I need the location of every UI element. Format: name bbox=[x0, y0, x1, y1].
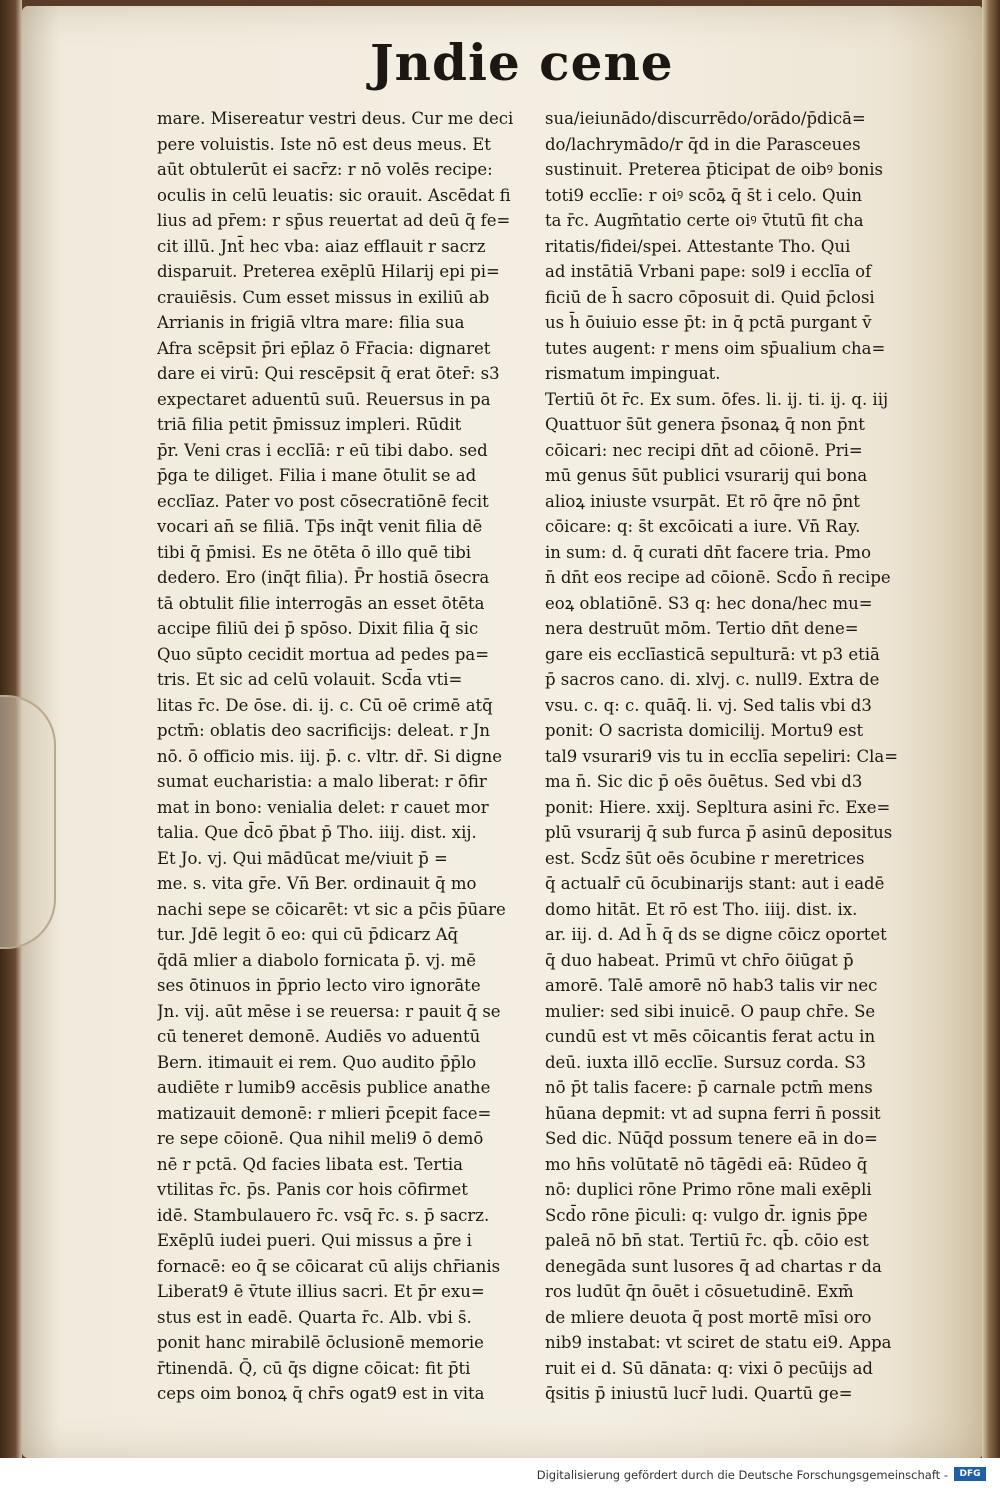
text-line: pere voluistis. Iste nō est deus meus. Et bbox=[157, 134, 491, 154]
text-line: p̄r. Veni cras i ecclīā: r eū tibi dabo. sed bbox=[157, 440, 488, 460]
text-line: paleā nō bn̄ stat. Tertiū r̄c. qb̄. cōio est bbox=[545, 1231, 869, 1250]
text-line: tal9 vsurari9 vis tu in ecclīa sepeliri: Cla= bbox=[545, 746, 899, 766]
text-line: ar. iij. d. Ad h̄ q̄ ds se digne cōicz oportet bbox=[545, 925, 887, 944]
text-line: cit illū. Jnt̄ hec vba: aiaz efflauit r sacrz bbox=[157, 236, 486, 256]
text-line: sumat eucharistia: a malo liberat: r ōfir bbox=[157, 772, 487, 791]
text-line: disparuit. Preterea exēplū Hilarij epi pi= bbox=[157, 262, 500, 281]
text-line: ponit: Hiere. xxij. Sepltura asini r̄c. Exe= bbox=[545, 797, 891, 817]
text-line: ponit hanc mirabilē ōclusionē memorie bbox=[157, 1333, 484, 1352]
text-line: Quattuor s̄ūt genera p̄sonaꝝ q̄ non p̄nt bbox=[545, 415, 865, 434]
text-line: crauiēsis. Cum esset missus in exiliū ab bbox=[157, 287, 490, 307]
text-line: p̄ga te diliget. Filia i mane ōtulit se ad bbox=[157, 466, 477, 485]
text-line: ecclīaz. Pater vo post cōsecratiōnē fecit bbox=[157, 491, 489, 511]
text-line: plū vsurarij q̄ sub furca p̄ asinū depositus bbox=[545, 823, 893, 842]
text-line: matizauit demonē: r mlieri p̄cepit face= bbox=[157, 1103, 492, 1123]
text-line: vocari an̄ se filiā. Tp̄s inq̄t venit filia dē bbox=[157, 517, 483, 536]
book-fore-edge bbox=[982, 0, 1000, 1458]
text-line: hūana depmit: vt ad supna ferri n̄ possit bbox=[545, 1103, 881, 1123]
text-line: est. Scd̄z s̄ūt oēs ōcubine r meretrices bbox=[545, 848, 865, 868]
text-line: eoꝝ oblatiōnē. S3 q: hec dona/hec mu= bbox=[545, 593, 873, 613]
text-line: nō: duplici rōne Primo rōne mali exēpli bbox=[545, 1180, 872, 1199]
text-line: do/lachrymādo/r q̄d in die Parasceues bbox=[545, 134, 861, 154]
text-line: Jn. vij. aūt mēse i se reuersa: r pauit q̄ se bbox=[157, 1001, 501, 1021]
text-line: tris. Et sic ad celū volauit. Scd̄a vti= bbox=[157, 670, 463, 689]
text-line: denegāda sunt lusores q̄ ad chartas r da bbox=[545, 1256, 882, 1276]
running-head: Jndie cene bbox=[370, 33, 674, 92]
text-line: cōicare: q: s̄t excōicati a iure. Vn̄ Ray. bbox=[545, 517, 861, 536]
text-line: Bern. itimauit ei rem. Quo audito p̄p̄lo bbox=[157, 1052, 477, 1072]
text-line: us h̄ ōuiuio esse p̄t: in q̄ pctā purgant v̄ bbox=[545, 313, 872, 332]
text-line: Scd̄o rōne p̄iculi: q: vulgo d̄r. ignis p̄pe bbox=[545, 1205, 868, 1225]
text-line: ta r̄c. Augm̄tatio certe oiꝰ v̄tutū fit cha bbox=[545, 211, 864, 230]
text-line: ruit ei d. Sū dānata: q: vixi ō pecūijs ad bbox=[545, 1358, 873, 1378]
left-text-column bbox=[157, 106, 539, 1403]
text-line: amorē. Talē amorē nō hab3 talis vir nec bbox=[545, 976, 878, 995]
text-line: me. s. vita gr̄e. Vn̄ Ber. ordinauit q̄ mo bbox=[157, 874, 477, 893]
text-line: tibi q̄ p̄misi. Es ne ōtēta ō illo quē tibi bbox=[157, 542, 472, 562]
text-line: idē. Stambulauero r̄c. vsq̄ r̄c. s. p̄ sacrz. bbox=[157, 1205, 490, 1225]
text-line: nō. ō officio mis. iij. p̄. c. vltr. dr̄. Si digne bbox=[157, 746, 503, 766]
text-line: sua/ieiunādo/discurrēdo/orādo/p̄dicā= bbox=[545, 109, 866, 128]
text-line: ficiū de h̄ sacro cōposuit di. Quid p̄closi bbox=[545, 287, 875, 307]
text-line: pctm̄: oblatis deo sacrificijs: deleat. r Jn bbox=[157, 721, 490, 740]
text-line: aūt obtulerūt ei sacr̄z: r nō volēs recipe: bbox=[157, 160, 493, 179]
text-line: in sum: d. q̄ curati dn̄t facere tria. Pmo bbox=[545, 542, 872, 562]
text-line: Arrianis in frigiā vltra mare: filia sua bbox=[157, 313, 465, 332]
text-line: Exēplū iudei pueri. Qui missus a p̄re i bbox=[157, 1231, 472, 1250]
text-line: cōicari: nec recipi dn̄t ad cōionē. Pri= bbox=[545, 440, 863, 460]
text-line: n̄ dn̄t eos recipe ad cōionē. Scd̄o n̄ recipe bbox=[545, 568, 891, 587]
text-line: stus est in eadē. Quarta r̄c. Alb. vbi s̄. bbox=[157, 1307, 472, 1327]
text-line: alioꝝ iniuste vsurpāt. Et rō q̄re nō p̄nt bbox=[545, 491, 860, 511]
text-line: nera destruūt mōm. Tertio dn̄t dene= bbox=[545, 619, 859, 638]
text-line: Quo sūpto cecidit mortua ad pedes pa= bbox=[157, 644, 490, 664]
text-line: domo hitāt. Et rō est Tho. iiij. dist. ix. bbox=[545, 899, 858, 919]
text-line: cū teneret demonē. Audiēs vo aduentū bbox=[157, 1027, 481, 1046]
text-line: q̄ actualr̄ cū ōcubinarijs stant: aut i eadē bbox=[545, 874, 885, 893]
text-line: Tertiū ōt r̄c. Ex sum. ōfes. li. ij. ti. ij. q. iij bbox=[545, 389, 889, 409]
text-line: gare eis ecclīasticā sepulturā: vt p3 etiā bbox=[545, 644, 880, 664]
text-line: sustinuit. Preterea p̄ticipat de oibꝰ bonis bbox=[545, 160, 884, 179]
text-line: mulier: sed sibi inuicē. O paup chr̄e. Se bbox=[545, 1001, 876, 1021]
text-line: audiēte r lumib9 accēsis publice anathe bbox=[157, 1078, 491, 1097]
text-line: accipe filiū dei p̄ spōso. Dixit filia q̄ sic bbox=[157, 619, 479, 638]
text-line: ponit: O sacrista domicilij. Mortu9 est bbox=[545, 721, 864, 740]
text-line: q̄sitis p̄ iniustū lucr̄ ludi. Quartū ge= bbox=[545, 1384, 853, 1403]
text-line: mū genus s̄ūt publici vsurarij qui bona bbox=[545, 466, 868, 485]
right-text-column bbox=[545, 106, 925, 1403]
text-line: de mliere deuota q̄ post mortē mīsi oro bbox=[545, 1307, 872, 1327]
text-line: tutes augent: r mens oim sp̄ualium cha= bbox=[545, 338, 886, 358]
text-line: litas r̄c. De ōse. di. ij. c. Cū oē crimē atq̄ bbox=[157, 695, 493, 715]
text-line: p̄ sacros cano. di. xlvj. c. null9. Extra de bbox=[545, 670, 880, 689]
text-line: vsu. c. q: c. quāq̄. li. vj. Sed talis vbi d3 bbox=[545, 695, 872, 715]
text-line: talia. Que d̄cō p̄bat p̄ Tho. iiij. dist. xij. bbox=[157, 823, 477, 842]
text-line: tur. Jdē legit ō eo: qui cū p̄dicarz Aq̄ bbox=[157, 925, 459, 944]
text-line: triā filia petit p̄missuz impleri. Rūdit bbox=[157, 415, 462, 434]
text-line: fornacē: eo q̄ se cōicarat cū alijs chr̄ianis bbox=[157, 1256, 501, 1276]
digitization-credit: Digitalisierung gefördert durch die Deutsche Forschungsgemeinschaft - bbox=[536, 1468, 948, 1482]
dfg-logo: DFG bbox=[954, 1467, 986, 1481]
text-line: Sed dic. Nūq̄d possum tenere eā in do= bbox=[545, 1129, 878, 1148]
text-line: ritatis/fidei/spei. Attestante Tho. Qui bbox=[545, 236, 851, 256]
text-line: rismatum impinguat. bbox=[545, 364, 721, 383]
text-line: deū. iuxta illō ecclīe. Sursuz corda. S3 bbox=[545, 1052, 867, 1072]
text-line: Et Jo. vj. Qui mādūcat me/viuit p̄ = bbox=[157, 848, 448, 868]
text-line: tā obtulit filie interrogās an esset ōtēta bbox=[157, 593, 485, 613]
text-line: ses ōtinuos in p̄prio lecto viro ignorāte bbox=[157, 976, 481, 995]
text-line: re sepe cōionē. Qua nihil meli9 ō demō bbox=[157, 1129, 484, 1148]
text-line: lius ad pr̄em: r sp̄us reuertat ad deū q̄ fe= bbox=[157, 211, 511, 230]
text-line: expectaret aduentū suū. Reuersus in pa bbox=[157, 389, 491, 409]
text-line: Liberat9 ē v̄tute illius sacri. Et p̄r exu= bbox=[157, 1282, 485, 1301]
text-line: q̄ duo habeat. Primū vt chr̄o ōiūgat p̄ bbox=[545, 950, 854, 970]
text-line: Afra scēpsit p̄ri ep̄laz ō Fr̄acia: dignaret bbox=[157, 338, 491, 358]
text-line: oculis in celū leuatis: sic orauit. Ascēdat fi bbox=[157, 185, 511, 205]
text-line: mat in bono: venialia delet: r cauet mor bbox=[157, 797, 489, 817]
text-line: dare ei virū: Qui rescēpsit q̄ erat ōter̄: s3 bbox=[157, 364, 500, 383]
text-line: nib9 instabat: vt sciret de statu ei9. Appa bbox=[545, 1333, 892, 1352]
text-line: ma n̄. Sic dic p̄ oēs ōuētus. Sed vbi d3 bbox=[545, 772, 863, 791]
text-line: r̄tinendā. Q̄, cū q̄s digne cōicat: fit p̄ti bbox=[157, 1358, 471, 1378]
text-line: ad instātiā Vrbani pape: sol9 i ecclīa of bbox=[545, 262, 872, 281]
text-line: q̄dā mlier a diabolo fornicata p̄. vj. mē bbox=[157, 950, 477, 970]
text-line: mo hn̄s volūtatē nō tāgēdi eā: Rūdeo q̄ bbox=[545, 1154, 868, 1174]
text-line: vtilitas r̄c. p̄s. Panis cor hois cōfirmet bbox=[157, 1180, 468, 1199]
page-tab-marker bbox=[0, 695, 56, 949]
text-line: nachi sepe se cōicarēt: vt sic a pc̄is p̄ūare bbox=[157, 899, 506, 919]
text-line: dedero. Ero (inq̄t filia). P̄r hostiā ōsecra bbox=[157, 568, 490, 587]
text-line: nō p̄t talis facere: p̄ carnale pctm̄ mens bbox=[545, 1078, 873, 1097]
text-line: cundū est vt mēs cōicantis ferat actu in bbox=[545, 1027, 876, 1046]
text-line: ceps oim bonoꝝ q̄ chr̄s ogat9 est in vita bbox=[157, 1384, 485, 1403]
text-line: toti9 ecclīe: r oiꝰ scōꝝ q̄ s̄t i celo. Quin bbox=[545, 185, 863, 205]
text-line: nē r pctā. Qd facies libata est. Tertia bbox=[157, 1154, 463, 1174]
text-line: ros ludūt q̄n ōuēt i cōsuetudinē. Exm̄ bbox=[545, 1282, 854, 1301]
text-line: mare. Misereatur vestri deus. Cur me deci bbox=[157, 109, 514, 128]
